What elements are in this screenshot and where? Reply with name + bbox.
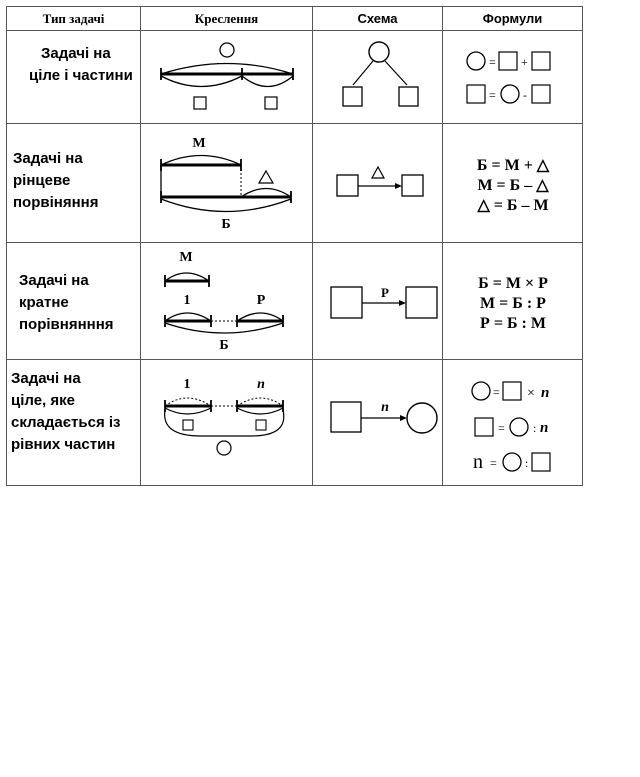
formula-line: М = Б – △: [477, 177, 549, 194]
circle-icon: [407, 403, 437, 433]
triangle-icon: [372, 167, 384, 178]
arrow-label: Р: [381, 285, 389, 300]
arrow-label: n: [381, 400, 389, 415]
part-label-n: n: [257, 377, 265, 392]
square-icon: [467, 85, 485, 103]
tasks-table: [6, 6, 583, 486]
formula-list: [443, 124, 583, 243]
formula-cell: [443, 360, 583, 486]
task-type-line: ціле, яке: [11, 392, 75, 409]
square-icon: [503, 382, 521, 400]
square-icon: [331, 287, 362, 318]
row-difference-comparison: [7, 124, 583, 243]
formula-cell: [443, 124, 583, 243]
task-type-line: кратне: [19, 294, 69, 311]
arrow-scheme: [313, 124, 443, 243]
part-arc: [242, 76, 293, 87]
equals-sign: =: [493, 385, 500, 399]
divide-sign: :: [525, 456, 529, 470]
task-type-label: [13, 148, 139, 214]
part-arc: [237, 408, 283, 414]
part-label-one: 1: [183, 293, 191, 308]
formula-cell: [443, 243, 583, 360]
square-icon: [183, 420, 193, 430]
bottom-arc: [165, 323, 283, 333]
arrow-scheme: [313, 360, 443, 486]
square-icon: [532, 85, 550, 103]
task-type-line: рінцеве: [13, 172, 71, 189]
circle-icon: [501, 85, 519, 103]
type-cell: [7, 124, 141, 243]
task-type-label: [29, 43, 141, 87]
square-icon: [194, 97, 206, 109]
drawing-cell: [141, 31, 313, 124]
segment-drawing: [141, 124, 313, 243]
square-icon: [475, 418, 493, 436]
task-type-line: складається із: [11, 414, 121, 431]
header-formulas: Формули: [443, 7, 583, 31]
drawing-cell: [141, 124, 313, 243]
formula-symbols: [443, 360, 583, 486]
triangle-icon: [259, 171, 273, 183]
segment-drawing: [141, 243, 313, 360]
times-sign: ×: [527, 386, 535, 401]
type-cell: [7, 31, 141, 124]
task-type-line: ціле і частини: [29, 67, 133, 84]
header-type: Тип задачі: [7, 7, 141, 31]
circle-icon: [369, 42, 389, 62]
minus-sign: -: [523, 88, 527, 102]
task-type-line: Задачі на: [19, 272, 89, 289]
part-label-p: Р: [256, 293, 266, 308]
scheme-cell: [313, 243, 443, 360]
square-icon: [331, 402, 361, 432]
square-icon: [499, 52, 517, 70]
header-drawing: Креслення: [141, 7, 313, 31]
arrow-head: [400, 415, 407, 421]
bottom-arc: [161, 199, 291, 212]
row-whole-and-parts: [7, 31, 583, 124]
equals-sign: =: [489, 88, 496, 102]
task-type-line: Задачі на: [41, 45, 111, 62]
row-multiple-comparison: [7, 243, 583, 360]
square-icon: [265, 97, 277, 109]
square-icon: [532, 453, 550, 471]
square-icon: [532, 52, 550, 70]
variable-n: n: [473, 451, 483, 473]
task-type-line: Задачі на: [13, 150, 83, 167]
segment-label-m: М: [192, 136, 206, 151]
circle-icon: [503, 453, 521, 471]
branch-line: [353, 61, 373, 85]
square-icon: [343, 87, 362, 106]
segment-drawing: [141, 360, 313, 486]
equals-sign: =: [498, 421, 505, 435]
task-type-line: порівнянння: [19, 316, 114, 333]
equals-sign: =: [489, 55, 496, 69]
variable-n: n: [541, 385, 550, 401]
row-equal-parts: [7, 360, 583, 486]
segment-label-m: М: [179, 250, 193, 265]
formula-symbols: [443, 31, 583, 124]
circle-icon: [467, 52, 485, 70]
circle-icon: [472, 382, 490, 400]
branch-line: [385, 61, 407, 85]
drawing-cell: [141, 360, 313, 486]
arrow-scheme: [313, 243, 443, 360]
square-icon: [402, 175, 423, 196]
segment-label-b: Б: [219, 338, 229, 353]
arrow-head: [395, 183, 402, 189]
whole-arc: [161, 64, 293, 75]
task-type-line: порвіняння: [13, 194, 99, 211]
formula-line: △ = Б – М: [477, 197, 549, 214]
square-icon: [337, 175, 358, 196]
divide-sign: :: [533, 421, 537, 435]
arrow-head: [399, 300, 406, 306]
formula-cell: [443, 31, 583, 124]
segment-drawing: [141, 31, 313, 124]
header-scheme: Схема: [313, 7, 443, 31]
part-label-one: 1: [183, 377, 191, 392]
plus-sign: +: [521, 55, 528, 69]
formula-line: Б = М + △: [476, 157, 550, 174]
type-cell: [7, 243, 141, 360]
segment-label-b: Б: [221, 217, 231, 232]
formula-line: Б = М × Р: [478, 275, 548, 292]
task-type-label: [11, 368, 141, 456]
tree-scheme: [313, 31, 443, 124]
circle-icon: [510, 418, 528, 436]
circle-icon: [217, 441, 231, 455]
circle-icon: [220, 43, 234, 57]
type-cell: [7, 360, 141, 486]
part-arc: [165, 408, 211, 414]
variable-n: n: [540, 420, 549, 436]
formula-list: [443, 243, 583, 360]
scheme-cell: [313, 124, 443, 243]
scheme-cell: [313, 31, 443, 124]
task-type-label: [19, 270, 139, 336]
square-icon: [399, 87, 418, 106]
drawing-cell: [141, 243, 313, 360]
scheme-cell: [313, 360, 443, 486]
header-row: [7, 7, 583, 31]
equals-sign: =: [490, 456, 497, 470]
part-arc: [161, 76, 242, 87]
task-type-line: Задачі на: [11, 370, 81, 387]
formula-line: М = Б : Р: [480, 295, 546, 312]
task-type-line: рівних частин: [11, 436, 116, 453]
formula-line: Р = Б : М: [480, 315, 546, 332]
square-icon: [256, 420, 266, 430]
square-icon: [406, 287, 437, 318]
